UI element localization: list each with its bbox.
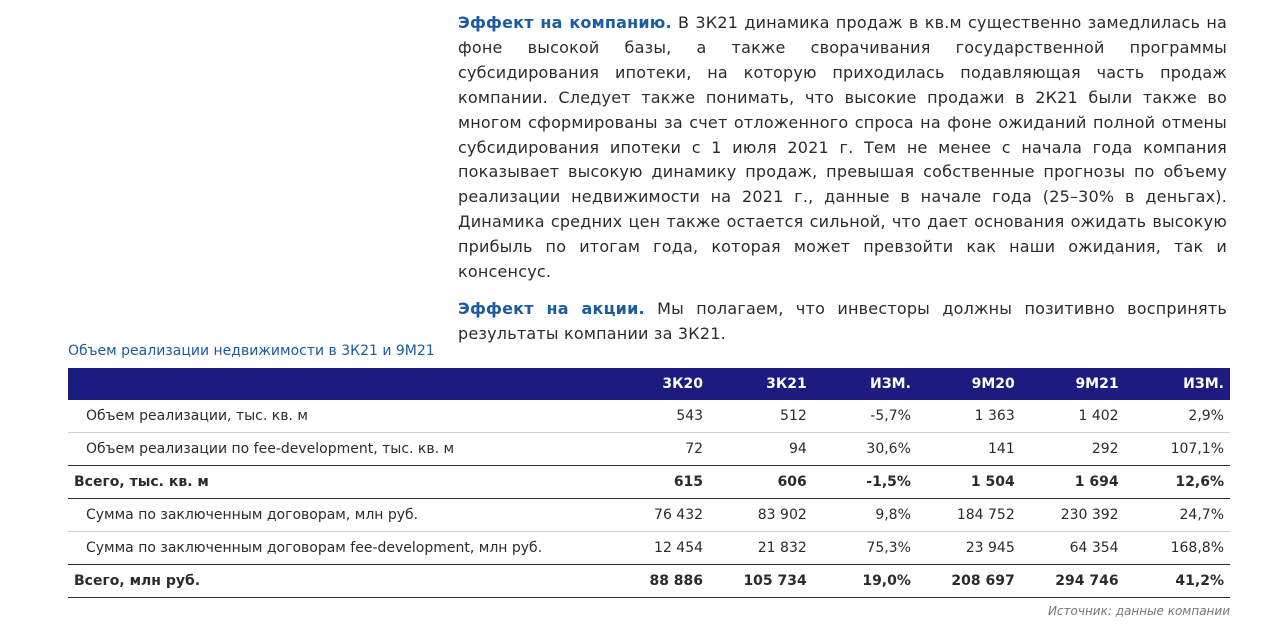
row-label: Сумма по заключенным договорам fee-development, млн руб. [68,532,613,565]
cell-change-q: -5,7% [813,400,917,433]
cell-3q20: 543 [613,400,709,433]
header-change-q: ИЗМ. [869,376,911,392]
effect-on-shares-text: Мы полагаем, что инвесторы должны позитивно воспринять результаты компании за 3К21. [458,298,1228,343]
table-row [68,532,1230,565]
cell-3q20: 615 [613,466,709,499]
cell-9m20: 1 363 [917,400,1021,433]
table-title: Объем реализации недвижимости в 3К21 и 9М21 [68,343,435,359]
row-label: Всего, тыс. кв. м [68,466,613,499]
cell-9m20: 184 752 [917,499,1021,532]
cell-9m21: 230 392 [1021,499,1125,532]
cell-3q20: 76 432 [613,499,709,532]
cell-9m20: 208 697 [917,565,1021,598]
cell-change-q: 30,6% [813,433,917,466]
cell-3q21: 83 902 [709,499,813,532]
header-3q21: 3К21 [766,376,807,392]
effect-on-company-paragraph [458,11,1227,285]
cell-9m20: 1 504 [917,466,1021,499]
sales-table [68,368,1230,598]
header-9m21: 9М21 [1075,376,1119,392]
cell-3q21: 105 734 [709,565,813,598]
header-3q20: 3К20 [662,376,704,392]
cell-change-9m: 2,9% [1125,400,1230,433]
table-header-row [68,368,1230,400]
cell-3q20: 72 [613,433,709,466]
cell-change-q: 9,8% [813,499,917,532]
cell-9m20: 141 [917,433,1021,466]
row-label: Объем реализации по fee-development, тыс. кв. м [68,433,613,466]
cell-9m21: 1 402 [1021,400,1125,433]
table-row [68,499,1230,532]
row-label: Сумма по заключенным договорам, млн руб. [68,499,613,532]
cell-change-9m: 41,2% [1125,565,1230,598]
cell-3q21: 21 832 [709,532,813,565]
effect-on-company-text: В 3К21 динамика продаж в кв.м существенно замедлилась на фоне высокой базы, а также сворачивания государственной программы субсидирования ипотеки, на которую приходилась подавляющая часть продаж компании. Следует также понимать, что высокие продажи в 2К21 были также во многом сформированы за счет отложенного спроса на фоне ожиданий полной отмены субсидирования ипотеки с 1 июля 2021 г. Тем не менее с начала года компания показывает высокую динамику продаж, превышая собственные прогнозы по объему реализации недвижимости на 2021 г., данные в начале года (25–30% в деньгах). Динамика средних цен также остается сильной, что дает основания ожидать высокую прибыль по итогам года, которая может превзойти как наши ожидания, так и консенсус. [458,13,1227,282]
cell-change-q: 75,3% [813,532,917,565]
cell-change-q: -1,5% [813,466,917,499]
effect-on-shares-paragraph [458,297,1227,347]
cell-9m21: 64 354 [1021,532,1125,565]
cell-3q20: 12 454 [613,532,709,565]
row-label: Всего, млн руб. [68,565,613,598]
cell-9m21: 292 [1021,433,1125,466]
cell-9m21: 1 694 [1021,466,1125,499]
cell-3q21: 512 [709,400,813,433]
table-total-row [68,565,1230,598]
cell-9m20: 23 945 [917,532,1021,565]
cell-change-q: 19,0% [813,565,917,598]
cell-change-9m: 12,6% [1125,466,1230,499]
row-label: Объем реализации, тыс. кв. м [68,400,613,433]
cell-3q21: 606 [709,466,813,499]
table-total-row [68,466,1230,499]
table-row [68,400,1230,433]
cell-9m21: 294 746 [1021,565,1125,598]
effect-on-shares-label: Эффект на акции. [458,298,645,318]
header-change-9m: ИЗМ. [1183,376,1224,392]
commentary [458,11,1227,347]
table-row [68,433,1230,466]
header-9m20: 9М20 [971,376,1015,392]
cell-change-9m: 168,8% [1125,532,1230,565]
cell-3q20: 88 886 [613,565,709,598]
cell-3q21: 94 [709,433,813,466]
header-label-column [68,368,613,400]
cell-change-9m: 107,1% [1125,433,1230,466]
cell-change-9m: 24,7% [1125,499,1230,532]
source-note: Источник: данные компании [1047,604,1230,618]
effect-on-company-label: Эффект на компанию. [458,13,672,32]
